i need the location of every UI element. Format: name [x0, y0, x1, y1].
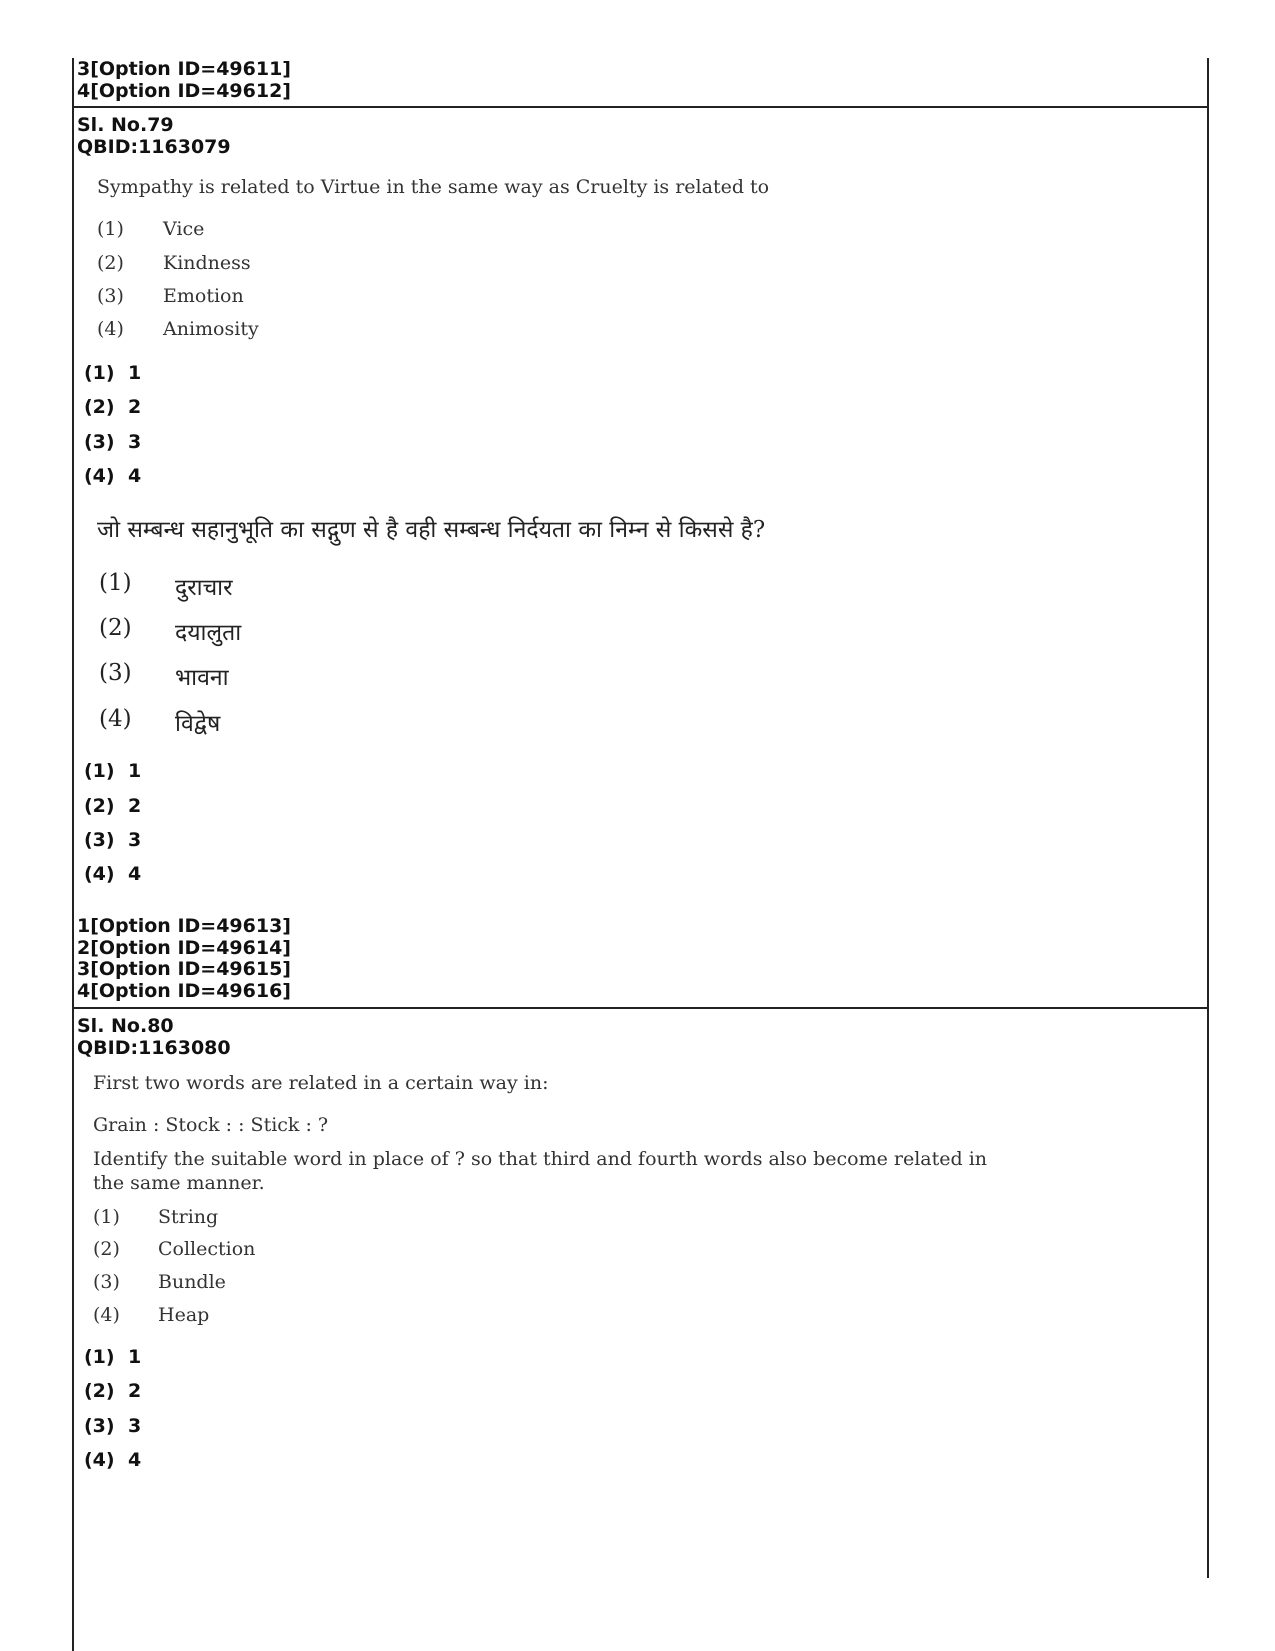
option-text: विद्वेष — [175, 711, 221, 737]
option-id-line: 2[Option ID=49614] — [77, 937, 291, 959]
answer-choice-value: 4 — [128, 863, 142, 885]
answer-choice-number: (3) — [84, 829, 115, 851]
option-text: भावना — [175, 665, 229, 691]
option-text: दयालुता — [175, 620, 242, 646]
option-number: (3) — [99, 660, 132, 686]
option-number: (3) — [97, 285, 124, 307]
option-id-line: 4[Option ID=49612] — [77, 80, 291, 102]
option-number: (4) — [93, 1304, 120, 1326]
option-text: Vice — [163, 218, 205, 240]
qbid: QBID:1163080 — [77, 1037, 231, 1059]
option-id-line: 1[Option ID=49613] — [77, 915, 291, 937]
option-id-line: 3[Option ID=49615] — [77, 958, 291, 980]
serial-number: Sl. No.79 — [77, 114, 174, 136]
option-id-line: 4[Option ID=49616] — [77, 980, 291, 1002]
qbid: QBID:1163079 — [77, 136, 231, 158]
option-text: दुराचार — [175, 575, 233, 601]
option-number: (2) — [97, 252, 124, 274]
answer-choice-value: 3 — [128, 1415, 142, 1437]
right-border — [1207, 58, 1209, 1578]
option-number: (1) — [93, 1206, 120, 1228]
answer-choice-number: (2) — [84, 1380, 115, 1402]
answer-choice-number: (2) — [84, 795, 115, 817]
option-number: (4) — [99, 706, 132, 732]
option-text: Bundle — [158, 1271, 226, 1293]
option-text: Emotion — [163, 285, 244, 307]
option-number: (2) — [99, 615, 132, 641]
answer-choice-number: (4) — [84, 863, 115, 885]
answer-choice-number: (4) — [84, 1449, 115, 1471]
option-text: Animosity — [163, 318, 259, 340]
answer-choice-number: (1) — [84, 1346, 115, 1368]
option-number: (1) — [99, 570, 132, 596]
option-text: String — [158, 1206, 219, 1228]
answer-choice-value: 3 — [128, 829, 142, 851]
question-intro: First two words are related in a certain way in: — [93, 1072, 549, 1094]
question-instruction: Identify the suitable word in place of ? so that third and fourth words also become related in — [93, 1148, 988, 1170]
answer-choice-number: (4) — [84, 465, 115, 487]
option-number: (2) — [93, 1238, 120, 1260]
serial-number: Sl. No.80 — [77, 1015, 174, 1037]
answer-choice-number: (1) — [84, 362, 115, 384]
answer-choice-number: (3) — [84, 1415, 115, 1437]
answer-choice-number: (3) — [84, 431, 115, 453]
answer-choice-value: 2 — [128, 1380, 142, 1402]
answer-choice-value: 2 — [128, 396, 142, 418]
answer-choice-value: 4 — [128, 1449, 142, 1471]
word-pair: Grain : Stock : : Stick : ? — [93, 1114, 329, 1136]
option-text: Collection — [158, 1238, 256, 1260]
option-number: (1) — [97, 218, 124, 240]
answer-choice-number: (2) — [84, 396, 115, 418]
answer-choice-value: 1 — [128, 362, 142, 384]
left-border — [72, 58, 74, 1651]
question-instruction: the same manner. — [93, 1172, 265, 1194]
question-text-hi: जो सम्बन्ध सहानुभूति का सद्गुण से है वही सम्बन्ध निर्दयता का निम्न से किससे है? — [97, 517, 766, 543]
answer-choice-value: 1 — [128, 1346, 142, 1368]
option-id-line: 3[Option ID=49611] — [77, 58, 291, 80]
answer-choice-value: 3 — [128, 431, 142, 453]
option-number: (4) — [97, 318, 124, 340]
divider-q80 — [72, 1007, 1209, 1009]
answer-choice-value: 2 — [128, 795, 142, 817]
option-text: Kindness — [163, 252, 251, 274]
question-text-en: Sympathy is related to Virtue in the same way as Cruelty is related to — [97, 176, 770, 198]
option-text: Heap — [158, 1304, 210, 1326]
answer-choice-value: 1 — [128, 760, 142, 782]
divider-q79 — [72, 106, 1209, 108]
answer-choice-value: 4 — [128, 465, 142, 487]
answer-choice-number: (1) — [84, 760, 115, 782]
option-number: (3) — [93, 1271, 120, 1293]
